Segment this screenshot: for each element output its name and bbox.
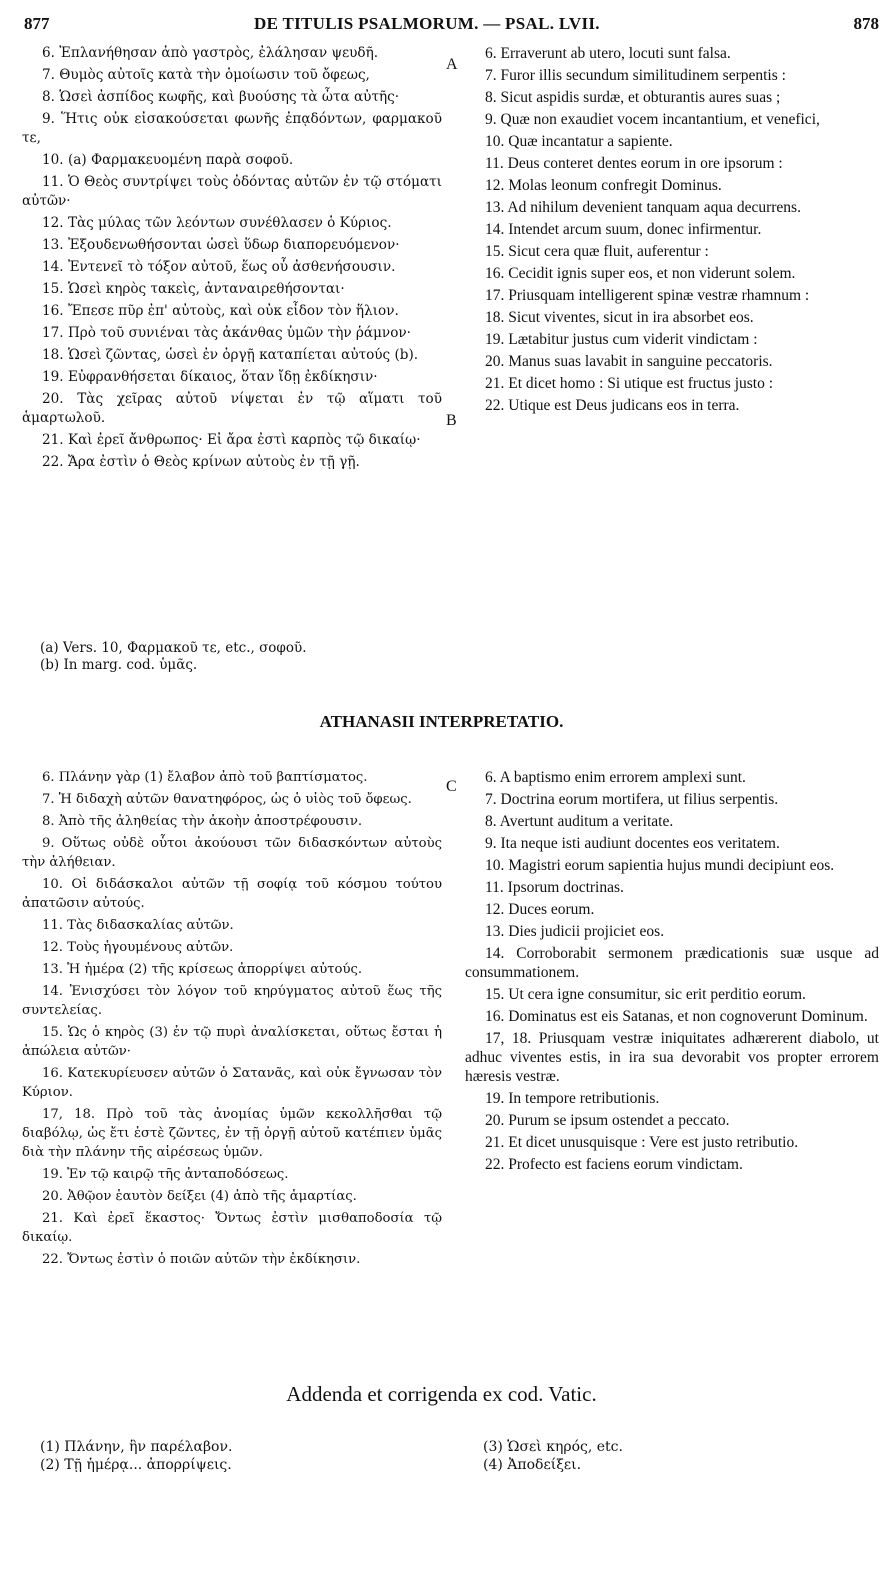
greek-verse: 7. Ἡ διδαχὴ αὐτῶν θανατηφόρος, ὡς ὁ υἱὸς τοῦ ὄφεως.: [42, 792, 412, 807]
greek-verse: 16. Κατεκυρίευσεν αὐτῶν ὁ Σατανᾶς, καὶ οὐκ ἔγνωσαν τὸν Κύριον.: [22, 1066, 442, 1100]
latin-verse: 7. Doctrina eorum mortifera, ut filius serpentis.: [485, 791, 779, 808]
latin-verse: 9. Quæ non exaudiet vocem incantantium, et venefici,: [485, 111, 820, 128]
greek-verse: 14. Ἐντενεῖ τὸ τόξον αὐτοῦ, ἕως οὗ ἀσθενήσουσιν.: [42, 259, 396, 275]
latin-verse: 22. Utique est Deus judicans eos in terra.: [485, 397, 740, 414]
latin-verse: 17, 18. Priusquam vestræ iniquitates adhærerent diabolo, ut adhuc viventes estis, in ira sua devorabit vos propter errorem hæresis vestræ.: [465, 1030, 879, 1085]
addenda-note: (2) Τῇ ἡμέρᾳ... ἀπορρίψεις.: [40, 1457, 232, 1473]
margin-marker-b: B: [446, 412, 457, 429]
latin-verse: 19. In tempore retributionis.: [485, 1090, 660, 1107]
greek-verse: 10. Οἱ διδάσκαλοι αὐτῶν τῇ σοφίᾳ τοῦ κόσμου τούτου ἀπατῶσιν αὐτούς.: [22, 877, 442, 911]
greek-verse: 18. Ὡσεὶ ζῶντας, ὡσεὶ ἐν ὀργῇ καταπίεται αὐτούς (b).: [42, 347, 419, 363]
greek-verse: 15. Ὡς ὁ κηρὸς (3) ἐν τῷ πυρὶ ἀναλίσκεται, οὕτως ἔσται ἡ ἀπώλεια αὐτῶν·: [22, 1025, 442, 1059]
section-title: ATHANASII INTERPRETATIO.: [319, 712, 564, 731]
greek-verse: 21. Καὶ ἐρεῖ ἕκαστος· Ὄντως ἐστὶν μισθαποδοσία τῷ δικαίῳ.: [22, 1211, 442, 1245]
greek-verse: 19. Εὐφρανθήσεται δίκαιος, ὅταν ἴδῃ ἐκδίκησιν·: [42, 369, 378, 385]
addenda-right: [483, 1438, 623, 1474]
greek-column: [22, 768, 442, 1272]
page-number-left: 877: [24, 14, 50, 33]
latin-verse: 17. Priusquam intelligerent spinæ vestræ rhamnum :: [485, 287, 810, 304]
greek-verse: 12. Τοὺς ἡγουμένους αὐτῶν.: [42, 940, 234, 955]
greek-verse: 17. Πρὸ τοῦ συνιέναι τὰς ἀκάνθας ὑμῶν τὴν ῥάμνον·: [42, 325, 411, 341]
latin-column: [465, 44, 879, 418]
running-header: [24, 14, 879, 44]
greek-verse: 7. Θυμὸς αὐτοῖς κατὰ τὴν ὁμοίωσιν τοῦ ὄφεως,: [42, 67, 370, 83]
footnote: (b) In marg. cod. ὑμᾶς.: [40, 657, 198, 673]
latin-verse: 20. Purum se ipsum ostendet a peccato.: [485, 1112, 730, 1129]
latin-verse: 12. Duces eorum.: [485, 901, 595, 918]
latin-column: [465, 768, 879, 1177]
footnote: (a) Vers. 10, Φαρμακοῦ τε, etc., σοφοῦ.: [40, 640, 307, 656]
psalm-text-block: [0, 44, 883, 624]
greek-verse: 13. Ἡ ἡμέρα (2) τῆς κρίσεως ἀπορρίψει αὐτούς.: [42, 962, 363, 977]
greek-verse: 6. Ἐπλανήθησαν ἀπὸ γαστρὸς, ἐλάλησαν ψευδῆ.: [42, 45, 379, 61]
greek-verse: 8. Ἀπὸ τῆς ἀληθείας τὴν ἀκοὴν ἀποστρέφουσιν.: [42, 814, 363, 829]
greek-verse: 12. Τὰς μύλας τῶν λεόντων συνέθλασεν ὁ Κύριος.: [42, 215, 392, 231]
latin-verse: 11. Deus conteret dentes eorum in ore ipsorum :: [485, 155, 783, 172]
latin-verse: 12. Molas leonum confregit Dominus.: [485, 177, 722, 194]
greek-verse: 22. Ἄρα ἐστὶν ὁ Θεὸς κρίνων αὐτοὺς ἐν τῇ γῇ.: [42, 454, 360, 470]
latin-verse: 11. Ipsorum doctrinas.: [485, 879, 624, 896]
latin-verse: 20. Manus suas lavabit in sanguine peccatoris.: [485, 353, 773, 370]
latin-verse: 13. Dies judicii projiciet eos.: [485, 923, 665, 940]
latin-verse: 18. Sicut viventes, sicut in ira absorbet eos.: [485, 309, 754, 326]
latin-verse: 16. Dominatus est eis Satanas, et non cognoverunt Dominum.: [485, 1008, 868, 1025]
greek-verse: 13. Ἐξουδενωθήσονται ὡσεὶ ὕδωρ διαπορευόμενον·: [42, 237, 400, 253]
addenda-left: [40, 1438, 232, 1474]
margin-marker-c: C: [446, 778, 457, 795]
greek-verse: 20. Ἀθῷον ἑαυτὸν δείξει (4) ἀπὸ τῆς ἁμαρτίας.: [42, 1189, 357, 1204]
addenda-title: Addenda et corrigenda ex cod. Vatic.: [286, 1382, 597, 1406]
latin-verse: 14. Corroborabit sermonem prædicationis suæ usque ad consummationem.: [465, 945, 879, 981]
addenda-note: (3) Ὡσεὶ κηρός, etc.: [483, 1439, 623, 1455]
greek-verse: 21. Καὶ ἐρεῖ ἄνθρωπος· Εἰ ἄρα ἐστὶ καρπὸς τῷ δικαίῳ·: [42, 432, 421, 448]
latin-verse: 21. Et dicet unusquisque : Vere est justo retributio.: [485, 1134, 799, 1151]
page-number-right: 878: [853, 14, 879, 33]
greek-verse: 6. Πλάνην γὰρ (1) ἔλαβον ἀπὸ τοῦ βαπτίσματος.: [42, 770, 368, 785]
greek-verse: 11. Ὁ Θεὸς συντρίψει τοὺς ὀδόντας αὐτῶν ἐν τῷ στόματι αὐτῶν·: [22, 174, 442, 209]
greek-verse: 9. Οὕτως οὐδὲ οὗτοι ἀκούουσι τῶν διδασκόντων αὐτοὺς τὴν ἀλήθειαν.: [22, 836, 442, 870]
latin-verse: 8. Sicut aspidis surdæ, et obturantis aures suas ;: [485, 89, 781, 106]
latin-verse: 21. Et dicet homo : Si utique est fructus justo :: [485, 375, 774, 392]
greek-verse: 16. Ἔπεσε πῦρ ἐπ' αὐτοὺς, καὶ οὐκ εἶδον τὸν ἥλιον.: [42, 303, 399, 319]
greek-verse: 19. Ἐν τῷ καιρῷ τῆς ἀνταποδόσεως.: [42, 1167, 289, 1182]
latin-verse: 10. Magistri eorum sapientia hujus mundi decipiunt eos.: [485, 857, 835, 874]
margin-marker-a: A: [446, 56, 458, 73]
addenda-note: (1) Πλάνην, ἣν παρέλαβον.: [40, 1439, 233, 1455]
latin-verse: 22. Profecto est faciens eorum vindictam.: [485, 1156, 743, 1173]
latin-verse: 16. Cecidit ignis super eos, et non viderunt solem.: [485, 265, 796, 282]
latin-verse: 19. Lætabitur justus cum viderit vindictam :: [485, 331, 758, 348]
greek-verse: 15. Ὡσεὶ κηρὸς τακεὶς, ἀνταναιρεθήσονται·: [42, 281, 345, 297]
greek-verse: 10. (a) Φαρμακευομένη παρὰ σοφοῦ.: [42, 152, 294, 168]
running-title: DE TITULIS PSALMORUM. — PSAL. LVII.: [254, 14, 600, 33]
greek-verse: 20. Τὰς χεῖρας αὐτοῦ νίψεται ἐν τῷ αἵματι τοῦ ἁμαρτωλοῦ.: [22, 391, 442, 426]
latin-verse: 13. Ad nihilum devenient tanquam aqua decurrens.: [485, 199, 801, 216]
greek-verse: 8. Ὡσεὶ ἀσπίδος κωφῆς, καὶ βυούσης τὰ ὦτα αὐτῆς·: [42, 89, 400, 105]
greek-verse: 14. Ἐνισχύσει τὸν λόγον τοῦ κηρύγματος αὐτοῦ ἕως τῆς συντελείας.: [22, 984, 442, 1018]
footnotes: [40, 640, 307, 674]
latin-verse: 8. Avertunt auditum a veritate.: [485, 813, 674, 830]
latin-verse: 10. Quæ incantatur a sapiente.: [485, 133, 673, 150]
latin-verse: 9. Ita neque isti audiunt docentes eos veritatem.: [485, 835, 780, 852]
latin-verse: 14. Intendet arcum suum, donec infirmentur.: [485, 221, 762, 238]
latin-verse: 6. Erraverunt ab utero, locuti sunt falsa.: [485, 45, 731, 62]
addenda-note: (4) Ἀποδείξει.: [483, 1457, 582, 1473]
greek-verse: 9. Ἥτις οὐκ εἰσακούσεται φωνῆς ἐπᾳδόντων, φαρμακοῦ τε,: [22, 111, 442, 146]
latin-verse: 6. A baptismo enim errorem amplexi sunt.: [485, 769, 746, 786]
greek-verse: 17, 18. Πρὸ τοῦ τὰς ἀνομίας ὑμῶν κεκολλῆσθαι τῷ διαβόλῳ, ὡς ἔτι ἐστὲ ζῶντες, ἐν τῇ ὀργῇ αὐτοῦ κατέπιεν ὑμᾶς διὰ τὴν πλάνην τῆς αἱρέσεως ὑμῶν.: [22, 1107, 442, 1160]
interpretation-block: [0, 768, 883, 1368]
latin-verse: 15. Sicut cera quæ fluit, auferentur :: [485, 243, 709, 260]
greek-column: [22, 44, 442, 475]
latin-verse: 15. Ut cera igne consumitur, sic erit perditio eorum.: [485, 986, 806, 1003]
greek-verse: 22. Ὄντως ἐστὶν ὁ ποιῶν αὐτῶν τὴν ἐκδίκησιν.: [42, 1252, 361, 1267]
greek-verse: 11. Τὰς διδασκαλίας αὐτῶν.: [42, 918, 234, 933]
latin-verse: 7. Furor illis secundum similitudinem serpentis :: [485, 67, 786, 84]
